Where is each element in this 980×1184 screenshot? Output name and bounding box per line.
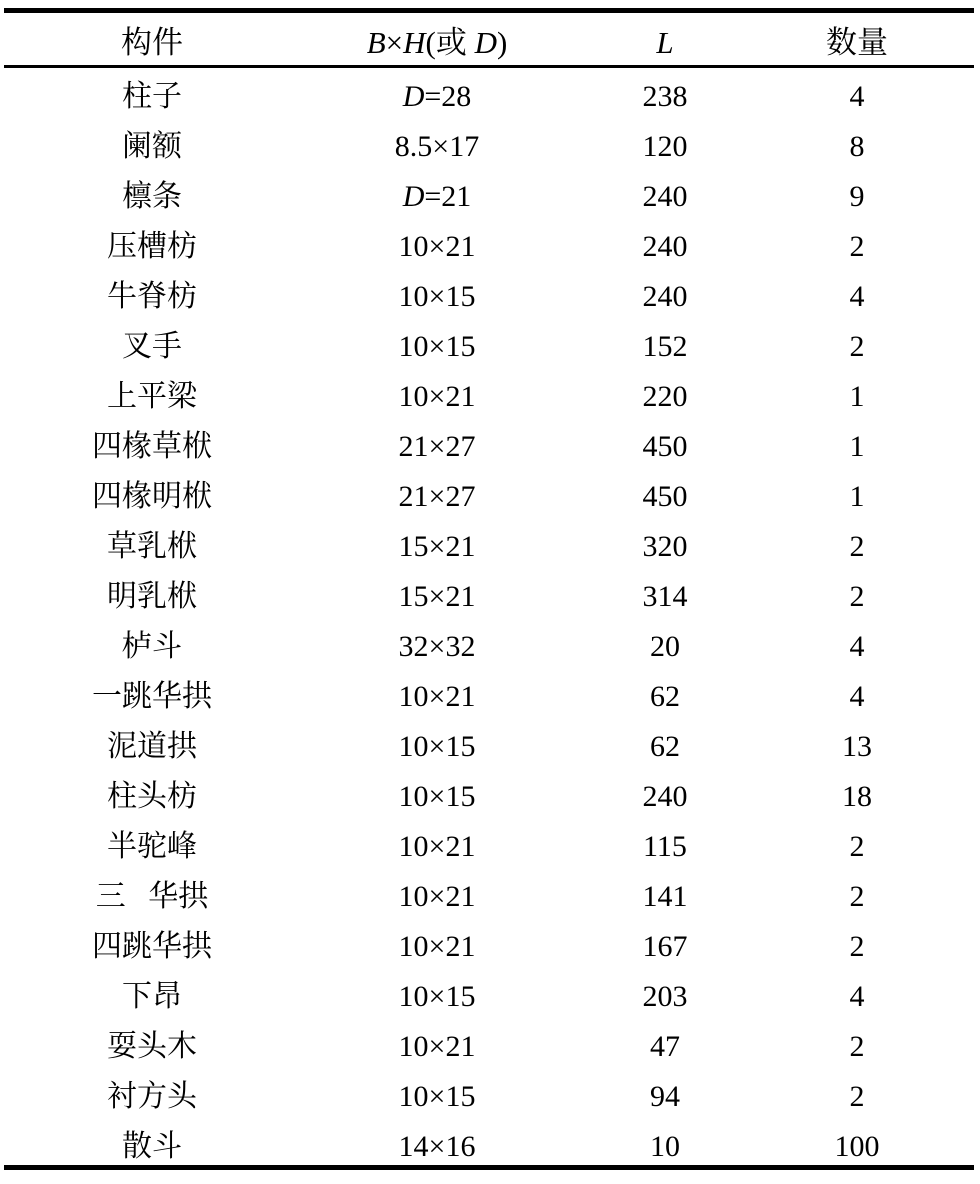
cell-section-value: 32×32 (398, 630, 476, 663)
cell-section (337, 622, 537, 672)
cell-section (337, 422, 537, 472)
cell-length: 320 (642, 530, 688, 563)
cell-component: 下昂 (122, 980, 182, 1013)
table-row (0, 572, 976, 622)
table-row (0, 272, 976, 322)
cell-component: 阑额 (122, 130, 182, 163)
cell-length: 62 (650, 730, 680, 763)
table-row (0, 222, 976, 272)
table-header-row (0, 15, 976, 65)
cell-section-value: 10×15 (398, 330, 476, 363)
cell-length: 450 (642, 480, 688, 513)
cell-length: 62 (650, 680, 680, 713)
cell-section-value: 15×21 (398, 580, 476, 613)
header-component: 构件 (121, 25, 183, 60)
cell-section (337, 172, 537, 222)
cell-component: 泥道拱 (107, 730, 197, 763)
cell-section (337, 772, 537, 822)
cell-quantity: 2 (849, 230, 865, 263)
cell-length: 152 (642, 330, 688, 363)
table-row (0, 1022, 976, 1072)
cell-quantity: 2 (849, 580, 865, 613)
cell-component: 压槽枋 (107, 230, 197, 263)
table-row (0, 822, 976, 872)
table-row (0, 472, 976, 522)
cell-section-value: 10×15 (398, 280, 476, 313)
header-section-close: ) (496, 25, 508, 60)
cell-length: 115 (643, 830, 687, 863)
cell-length: 240 (642, 180, 688, 213)
cell-component: 半驼峰 (107, 830, 197, 863)
cell-section-value: 10×15 (398, 1080, 476, 1113)
table-row (0, 422, 976, 472)
header-section-d: D (474, 25, 497, 60)
table-top-rule (4, 8, 974, 13)
header-section-or: (或 (425, 25, 475, 60)
cell-quantity: 2 (849, 930, 865, 963)
header-section-b: B (366, 25, 386, 60)
table-row (0, 122, 976, 172)
table-row (0, 72, 976, 122)
cell-component: 柱子 (122, 80, 182, 113)
cell-section (337, 922, 537, 972)
table-row (0, 722, 976, 772)
cell-quantity: 4 (849, 80, 865, 113)
cell-length: 20 (650, 630, 680, 663)
cell-quantity: 2 (849, 530, 865, 563)
cell-length: 10 (650, 1130, 680, 1163)
table-row (0, 372, 976, 422)
table-row (0, 922, 976, 972)
cell-length: 220 (642, 380, 688, 413)
cell-component: 草乳栿 (107, 530, 197, 563)
cell-quantity: 2 (849, 330, 865, 363)
cell-section-prefix: D (402, 80, 425, 113)
cell-section (337, 872, 537, 922)
cell-component: 耍头木 (107, 1030, 197, 1063)
table-header-rule (4, 65, 974, 68)
cell-section-value: 10×21 (398, 1030, 476, 1063)
header-section (337, 15, 537, 65)
cell-length: 450 (642, 430, 688, 463)
table-row (0, 322, 976, 372)
cell-section (337, 522, 537, 572)
cell-section (337, 322, 537, 372)
cell-quantity: 2 (849, 880, 865, 913)
cell-section (337, 572, 537, 622)
cell-quantity: 9 (849, 180, 865, 213)
cell-section (337, 472, 537, 522)
cell-section (337, 1022, 537, 1072)
cell-quantity: 4 (849, 280, 865, 313)
cell-length: 141 (642, 880, 688, 913)
cell-section (337, 822, 537, 872)
cell-section (337, 972, 537, 1022)
cell-quantity: 8 (849, 130, 865, 163)
cell-component: 一跳华拱 (92, 680, 212, 713)
cell-component: 叉手 (122, 330, 182, 363)
cell-component: 明乳栿 (107, 580, 197, 613)
table-row (0, 522, 976, 572)
header-length: L (656, 25, 674, 60)
cell-component: 散斗 (122, 1130, 182, 1163)
cell-length: 203 (642, 980, 688, 1013)
cell-length: 240 (642, 230, 688, 263)
cell-section-value: 10×15 (398, 980, 476, 1013)
cell-quantity: 2 (849, 1080, 865, 1113)
cell-quantity: 4 (849, 630, 865, 663)
cell-component: 檩条 (122, 180, 182, 213)
cell-component: 四椽草栿 (92, 430, 212, 463)
table-row (0, 1072, 976, 1122)
cell-section (337, 222, 537, 272)
cell-component: 柱头枋 (107, 780, 197, 813)
cell-section-value: 10×15 (398, 730, 476, 763)
cell-length: 238 (642, 80, 688, 113)
cell-section (337, 672, 537, 722)
cell-component: 牛脊枋 (107, 280, 197, 313)
cell-section-value: 10×21 (398, 830, 476, 863)
cell-section-value: 10×21 (398, 380, 476, 413)
cell-section-value: 8.5×17 (394, 130, 480, 163)
cell-section-value: 15×21 (398, 530, 476, 563)
cell-section-value: 10×21 (398, 930, 476, 963)
cell-quantity: 18 (842, 780, 872, 813)
cell-quantity: 4 (849, 680, 865, 713)
cell-section-value: =21 (424, 180, 472, 213)
table-row (0, 172, 976, 222)
cell-section-value: 21×27 (398, 480, 476, 513)
cell-section (337, 122, 537, 172)
cell-section-value: 10×21 (398, 680, 476, 713)
cell-length: 240 (642, 280, 688, 313)
cell-length: 47 (650, 1030, 680, 1063)
cell-length: 167 (642, 930, 688, 963)
table-body (0, 72, 976, 1172)
cell-quantity: 1 (849, 480, 865, 513)
cell-component: 四椽明栿 (92, 480, 212, 513)
cell-length: 314 (642, 580, 688, 613)
cell-section (337, 372, 537, 422)
cell-quantity: 1 (849, 380, 865, 413)
cell-component: 三 华拱 (95, 880, 209, 913)
table-row (0, 872, 976, 922)
cell-section (337, 1072, 537, 1122)
cell-quantity: 100 (834, 1130, 880, 1163)
cell-section-value: 10×21 (398, 230, 476, 263)
cell-section (337, 72, 537, 122)
header-section-times: × (385, 25, 404, 60)
cell-quantity: 2 (849, 1030, 865, 1063)
cell-section-value: 21×27 (398, 430, 476, 463)
cell-section-value: 10×15 (398, 780, 476, 813)
table-row (0, 622, 976, 672)
cell-section-value: =28 (424, 80, 472, 113)
cell-section (337, 722, 537, 772)
table-row (0, 672, 976, 722)
table-bottom-rule (4, 1165, 974, 1170)
cell-length: 94 (650, 1080, 680, 1113)
header-quantity: 数量 (826, 25, 888, 60)
cell-quantity: 4 (849, 980, 865, 1013)
table-row (0, 772, 976, 822)
cell-component: 衬方头 (107, 1080, 197, 1113)
cell-component: 上平梁 (107, 380, 197, 413)
cell-quantity: 2 (849, 830, 865, 863)
cell-section-value: 10×21 (398, 880, 476, 913)
cell-section (337, 272, 537, 322)
cell-section-value: 14×16 (398, 1130, 476, 1163)
cell-quantity: 1 (849, 430, 865, 463)
cell-component: 四跳华拱 (92, 930, 212, 963)
cell-section-prefix: D (402, 180, 425, 213)
cell-quantity: 13 (842, 730, 872, 763)
cell-length: 120 (642, 130, 688, 163)
table-row (0, 972, 976, 1022)
header-section-h: H (403, 25, 426, 60)
cell-length: 240 (642, 780, 688, 813)
cell-component: 栌斗 (122, 630, 182, 663)
